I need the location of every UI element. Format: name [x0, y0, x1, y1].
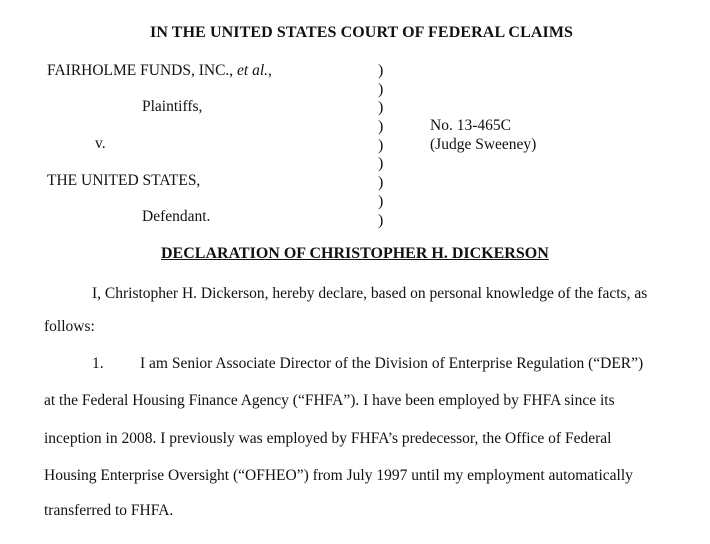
caption-divider — [378, 62, 392, 230]
paragraph-line: I am Senior Associate Director of the Division of Enterprise Regulation (“DER”) — [140, 355, 644, 372]
paragraph-line: at the Federal Housing Finance Agency (“FHFA”). I have been employed by FHFA since its — [44, 392, 615, 409]
caption-paren: ) — [378, 136, 384, 154]
versus-label: v. — [95, 135, 106, 152]
paragraph-line: Housing Enterprise Oversight (“OFHEO”) from July 1997 until my employment automatically — [44, 467, 633, 484]
caption-paren: ) — [378, 211, 384, 229]
caption-paren: ) — [378, 192, 384, 210]
court-title: IN THE UNITED STATES COURT OF FEDERAL CLAIMS — [150, 24, 574, 41]
caption-paren: ) — [378, 62, 384, 79]
plaintiffs-label: Plaintiffs, — [142, 98, 203, 115]
plaintiff-name — [47, 62, 272, 80]
judge-name: (Judge Sweeney) — [430, 136, 537, 153]
paragraph-line: transferred to FHFA. — [44, 502, 174, 519]
caption-paren: ) — [378, 118, 384, 136]
paragraph-number: 1. — [92, 355, 104, 372]
defendant-label: Defendant. — [142, 208, 211, 225]
caption-paren: ) — [378, 80, 384, 98]
intro-line: follows: — [44, 318, 95, 335]
caption-paren: ) — [378, 155, 384, 173]
plaintiff-name-text: FAIRHOLME FUNDS, INC., — [47, 62, 238, 79]
plaintiff-suffix: , — [268, 62, 272, 79]
paragraph-line: inception in 2008. I previously was employed by FHFA’s predecessor, the Office of Federal — [44, 430, 612, 447]
caption-paren: ) — [378, 174, 384, 192]
plaintiff-etal: et al. — [237, 62, 269, 79]
caption-paren: ) — [378, 99, 384, 117]
declaration-title: DECLARATION OF CHRISTOPHER H. DICKERSON — [161, 245, 549, 262]
intro-line: I, Christopher H. Dickerson, hereby declare, based on personal knowledge of the facts, as — [92, 285, 648, 302]
case-number: No. 13-465C — [430, 117, 511, 134]
defendant-name: THE UNITED STATES, — [47, 172, 201, 189]
